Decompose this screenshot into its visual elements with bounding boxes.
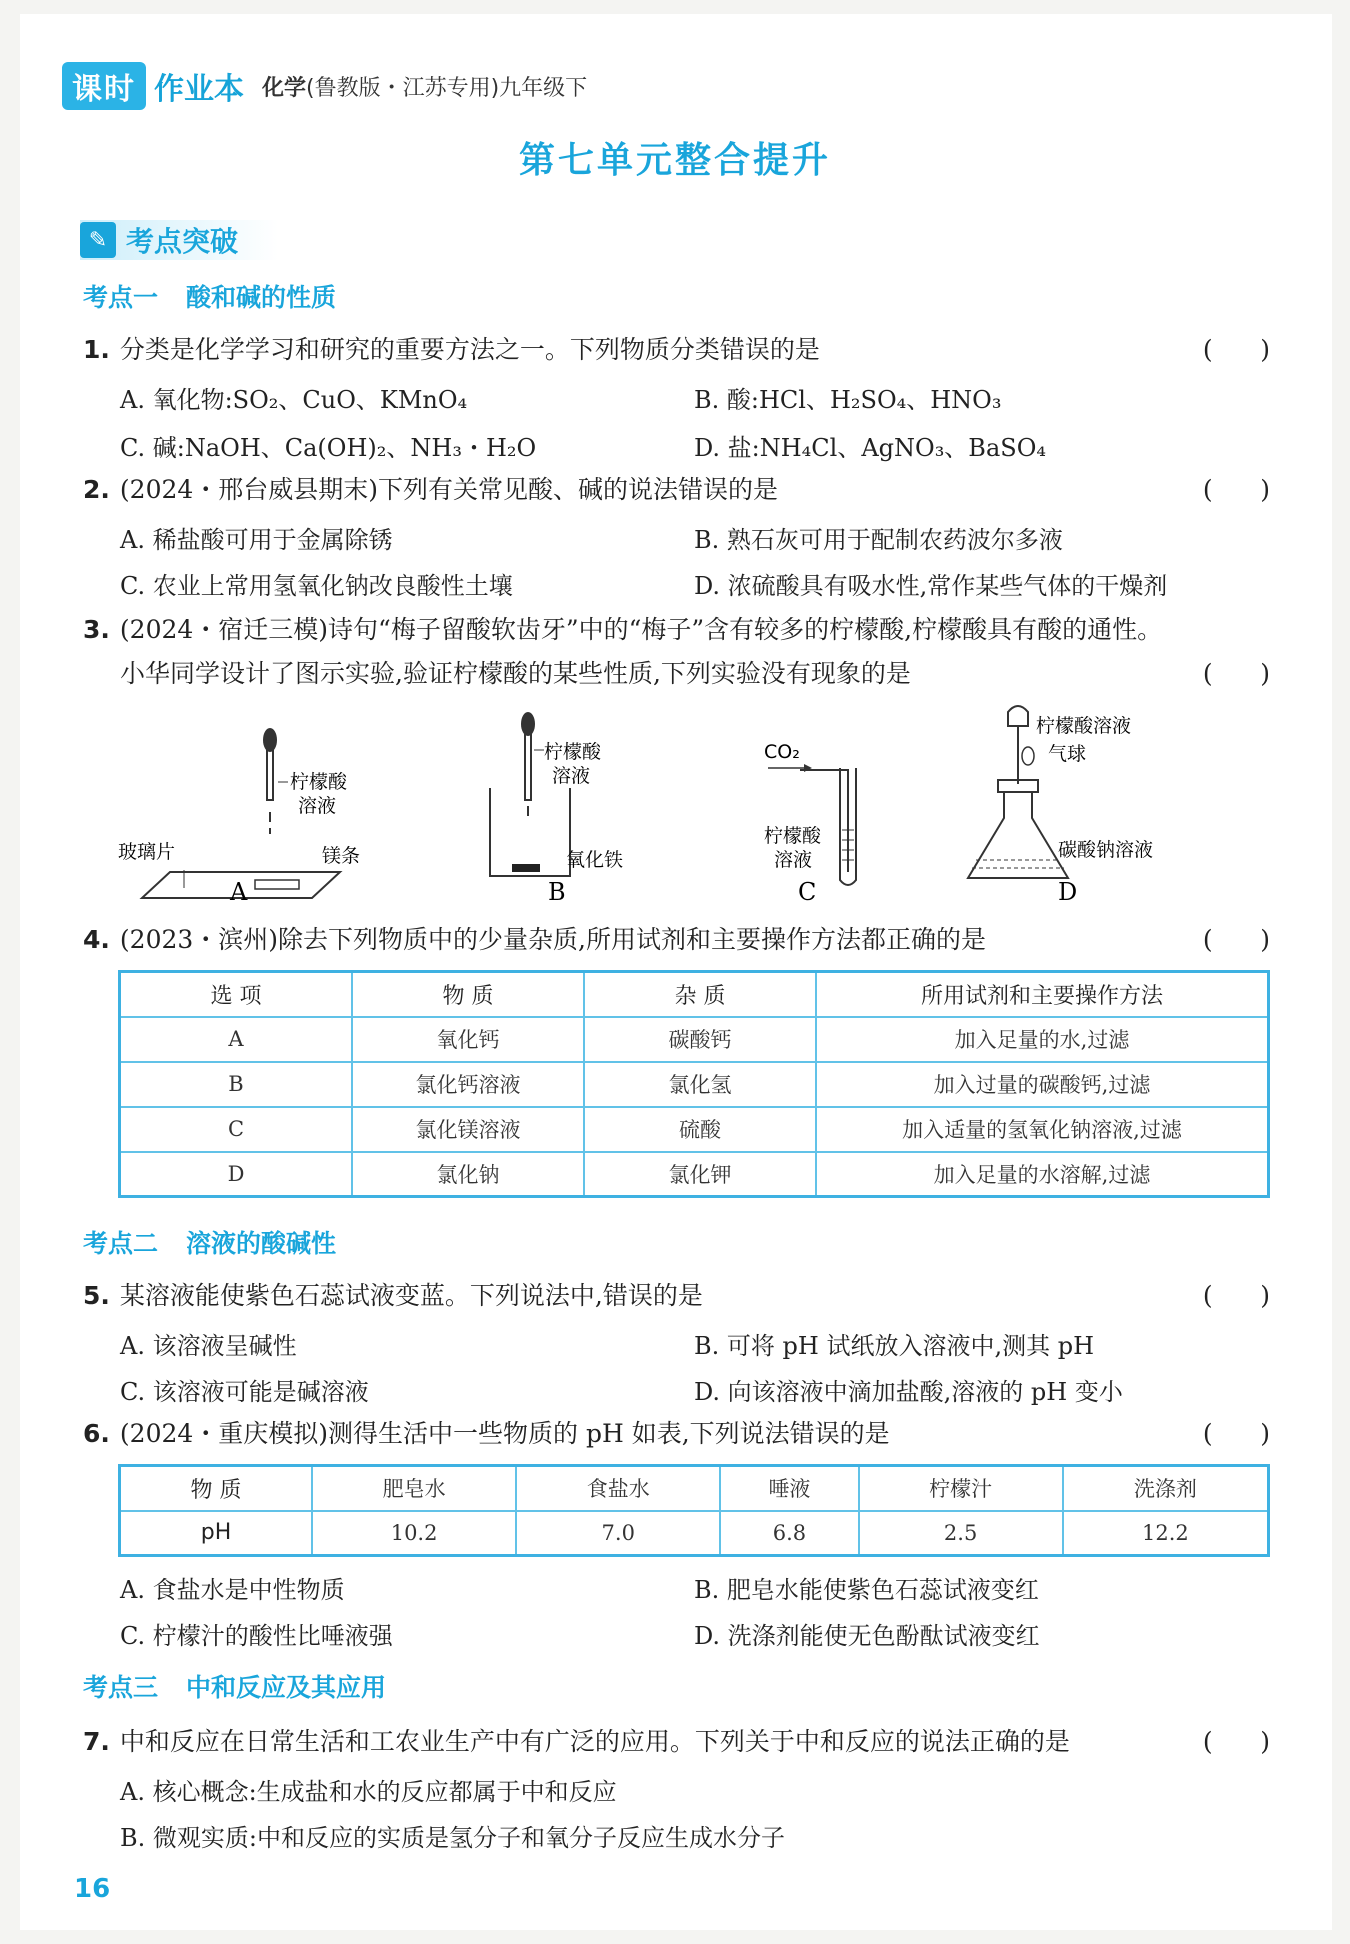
q1-option-c: C. 碱:NaOH、Ca(OH)₂、NH₃・H₂O xyxy=(120,434,537,462)
fig-d-label: D xyxy=(1058,878,1078,906)
table-cell: 氯化钠 xyxy=(352,1152,584,1197)
table-header-row xyxy=(120,972,1269,1017)
q4-num: 4. xyxy=(83,925,110,954)
fig-a-label: A xyxy=(230,878,248,906)
table-cell: 加入足量的水,过滤 xyxy=(816,1017,1269,1062)
q7-answer-blank[interactable]: ( ) xyxy=(1202,1727,1270,1756)
fig-c-t1: CO₂ xyxy=(764,741,800,763)
table-header-row xyxy=(120,1466,1269,1511)
table-cell: C xyxy=(120,1107,353,1152)
q2-answer-blank[interactable]: ( ) xyxy=(1202,475,1270,504)
q4-stem xyxy=(83,922,986,958)
fig-a-t3: 玻璃片 xyxy=(118,841,176,863)
table-cell: D xyxy=(120,1152,353,1197)
q2-text: (2024・邢台威县期末)下列有关常见酸、碱的说法错误的是 xyxy=(119,475,779,504)
q6-table xyxy=(118,1464,1270,1557)
subject-name: 化学 xyxy=(262,75,307,101)
q5-stem xyxy=(83,1278,703,1314)
q2-option-d: D. 浓硫酸具有吸水性,常作某些气体的干燥剂 xyxy=(694,572,1168,600)
q7-stem xyxy=(83,1724,1070,1760)
kp2-heading xyxy=(83,1224,336,1260)
q1-text: 分类是化学学习和研究的重要方法之一。下列物质分类错误的是 xyxy=(119,335,820,364)
table-cell: 7.0 xyxy=(516,1511,720,1556)
q4-answer-blank[interactable]: ( ) xyxy=(1202,925,1270,954)
table-row xyxy=(120,1511,1269,1556)
section-badge xyxy=(80,220,278,260)
q3-text1: (2024・宿迁三模)诗句“梅子留酸软齿牙”中的“梅子”含有较多的柠檬酸,柠檬酸具有酸的通性。 xyxy=(119,615,1163,644)
q5-answer-blank[interactable]: ( ) xyxy=(1202,1281,1270,1310)
fig-c-t2: 柠檬酸 xyxy=(764,825,822,847)
table-header: 物 质 xyxy=(352,972,584,1017)
fig-b-t2: 溶液 xyxy=(552,765,591,787)
q5-option-a: A. 该溶液呈碱性 xyxy=(120,1332,297,1360)
brand-name: 作业本 xyxy=(154,72,244,107)
edition-label: (鲁教版・江苏专用)九年级下 xyxy=(306,75,588,101)
table-header: 杂 质 xyxy=(584,972,816,1017)
table-cell: 氯化钾 xyxy=(584,1152,816,1197)
fig-a-t2: 溶液 xyxy=(298,795,337,817)
q1-stem xyxy=(83,332,820,368)
table-cell: 加入过量的碳酸钙,过滤 xyxy=(816,1062,1269,1107)
q6-text: (2024・重庆模拟)测得生活中一些物质的 pH 如表,下列说法错误的是 xyxy=(119,1419,890,1448)
q2-option-c: C. 农业上常用氢氧化钠改良酸性土壤 xyxy=(120,572,513,600)
q5-text: 某溶液能使紫色石蕊试液变蓝。下列说法中,错误的是 xyxy=(119,1281,703,1310)
table-cell: 6.8 xyxy=(720,1511,858,1556)
table-cell: B xyxy=(120,1062,353,1107)
kp2-num: 考点二 xyxy=(83,1229,159,1258)
table-cell: 12.2 xyxy=(1063,1511,1269,1556)
experiment-figure xyxy=(100,700,1280,920)
table-cell: 硫酸 xyxy=(584,1107,816,1152)
table-header: 物 质 xyxy=(120,1466,313,1511)
q2-stem xyxy=(83,472,778,508)
q3-stem xyxy=(83,612,1162,648)
q1-option-a: A. 氧化物:SO₂、CuO、KMnO₄ xyxy=(120,386,468,414)
pencil-icon: ✎ xyxy=(80,222,116,258)
page-number: 16 xyxy=(74,1874,111,1904)
table-cell: 加入足量的水溶解,过滤 xyxy=(816,1152,1269,1197)
fig-a-t1: 柠檬酸 xyxy=(290,771,348,793)
fig-c-t3: 溶液 xyxy=(774,849,813,871)
fig-b-label: B xyxy=(548,878,566,906)
q1-answer-blank[interactable]: ( ) xyxy=(1202,335,1270,364)
kp1-num: 考点一 xyxy=(83,283,159,312)
q3-num: 3. xyxy=(83,615,110,644)
q6-option-d: D. 洗涤剂能使无色酚酞试液变红 xyxy=(694,1622,1040,1650)
q7-option-a: A. 核心概念:生成盐和水的反应都属于中和反应 xyxy=(120,1778,617,1806)
table-cell: 洗涤剂 xyxy=(1063,1466,1269,1511)
q4-table xyxy=(118,970,1270,1198)
figure-a xyxy=(118,728,360,906)
q3-text2: 小华同学设计了图示实验,验证柠檬酸的某些性质,下列实验没有现象的是 xyxy=(120,659,911,688)
table-row xyxy=(120,1017,1269,1062)
q3-answer-blank[interactable]: ( ) xyxy=(1202,659,1270,688)
table-cell: 食盐水 xyxy=(516,1466,720,1511)
q6-stem xyxy=(83,1416,890,1452)
table-cell: 柠檬汁 xyxy=(859,1466,1063,1511)
figure-b xyxy=(490,712,623,906)
q1-num: 1. xyxy=(83,335,110,364)
brand-logo: 课时 xyxy=(62,62,146,110)
table-row xyxy=(120,1107,1269,1152)
table-row xyxy=(120,1152,1269,1197)
header xyxy=(62,60,587,112)
table-cell: 氯化镁溶液 xyxy=(352,1107,584,1152)
q5-option-b: B. 可将 pH 试纸放入溶液中,测其 pH xyxy=(694,1332,1094,1360)
table-cell: 碳酸钙 xyxy=(584,1017,816,1062)
fig-d-t1: 柠檬酸溶液 xyxy=(1036,715,1132,737)
kp3-heading xyxy=(83,1668,386,1704)
subject-label xyxy=(262,71,587,102)
fig-b-t1: 柠檬酸 xyxy=(544,741,602,763)
kp1-name: 酸和碱的性质 xyxy=(186,283,337,312)
q7-option-b: B. 微观实质:中和反应的实质是氢分子和氧分子反应生成水分子 xyxy=(120,1824,785,1852)
q6-option-a: A. 食盐水是中性物质 xyxy=(120,1576,345,1604)
q2-option-b: B. 熟石灰可用于配制农药波尔多液 xyxy=(694,526,1063,554)
kp1-heading xyxy=(83,278,336,314)
q5-option-d: D. 向该溶液中滴加盐酸,溶液的 pH 变小 xyxy=(694,1378,1123,1406)
fig-d-t3: 碳酸钠溶液 xyxy=(1058,839,1154,861)
q6-option-c: C. 柠檬汁的酸性比唾液强 xyxy=(120,1622,393,1650)
table-row xyxy=(120,1062,1269,1107)
kp3-name: 中和反应及其应用 xyxy=(186,1673,387,1702)
kp3-num: 考点三 xyxy=(83,1673,159,1702)
table-header: 所用试剂和主要操作方法 xyxy=(816,972,1269,1017)
fig-c-label: C xyxy=(798,878,817,906)
table-cell: 氧化钙 xyxy=(352,1017,584,1062)
q5-num: 5. xyxy=(83,1281,110,1310)
table-cell: 氯化氢 xyxy=(584,1062,816,1107)
fig-a-t4: 镁条 xyxy=(322,845,361,867)
q7-text: 中和反应在日常生活和工农业生产中有广泛的应用。下列关于中和反应的说法正确的是 xyxy=(119,1727,1070,1756)
q1-option-d: D. 盐:NH₄Cl、AgNO₃、BaSO₄ xyxy=(694,434,1046,462)
table-cell: 唾液 xyxy=(720,1466,858,1511)
kp2-name: 溶液的酸碱性 xyxy=(186,1229,337,1258)
q2-option-a: A. 稀盐酸可用于金属除锈 xyxy=(120,526,393,554)
q6-num: 6. xyxy=(83,1419,110,1448)
table-cell: 氯化钙溶液 xyxy=(352,1062,584,1107)
fig-d-t2: 气球 xyxy=(1048,743,1087,765)
section-label: 考点突破 xyxy=(126,225,239,258)
table-cell: 肥皂水 xyxy=(312,1466,516,1511)
q5-option-c: C. 该溶液可能是碱溶液 xyxy=(120,1378,369,1406)
page-title: 第七单元整合提升 xyxy=(518,139,831,181)
q7-num: 7. xyxy=(83,1727,110,1756)
q2-num: 2. xyxy=(83,475,110,504)
q1-option-b: B. 酸:HCl、H₂SO₄、HNO₃ xyxy=(694,386,1002,414)
table-cell: 加入适量的氢氧化钠溶液,过滤 xyxy=(816,1107,1269,1152)
table-header: pH xyxy=(120,1511,313,1556)
q6-answer-blank[interactable]: ( ) xyxy=(1202,1419,1270,1448)
q6-option-b: B. 肥皂水能使紫色石蕊试液变红 xyxy=(694,1576,1039,1604)
fig-b-t3: 氧化铁 xyxy=(566,849,624,871)
figure-c xyxy=(764,741,856,906)
table-cell: 10.2 xyxy=(312,1511,516,1556)
table-cell: A xyxy=(120,1017,353,1062)
table-header: 选 项 xyxy=(120,972,353,1017)
q4-text: (2023・滨州)除去下列物质中的少量杂质,所用试剂和主要操作方法都正确的是 xyxy=(119,925,986,954)
table-cell: 2.5 xyxy=(859,1511,1063,1556)
figure-d xyxy=(968,706,1153,906)
